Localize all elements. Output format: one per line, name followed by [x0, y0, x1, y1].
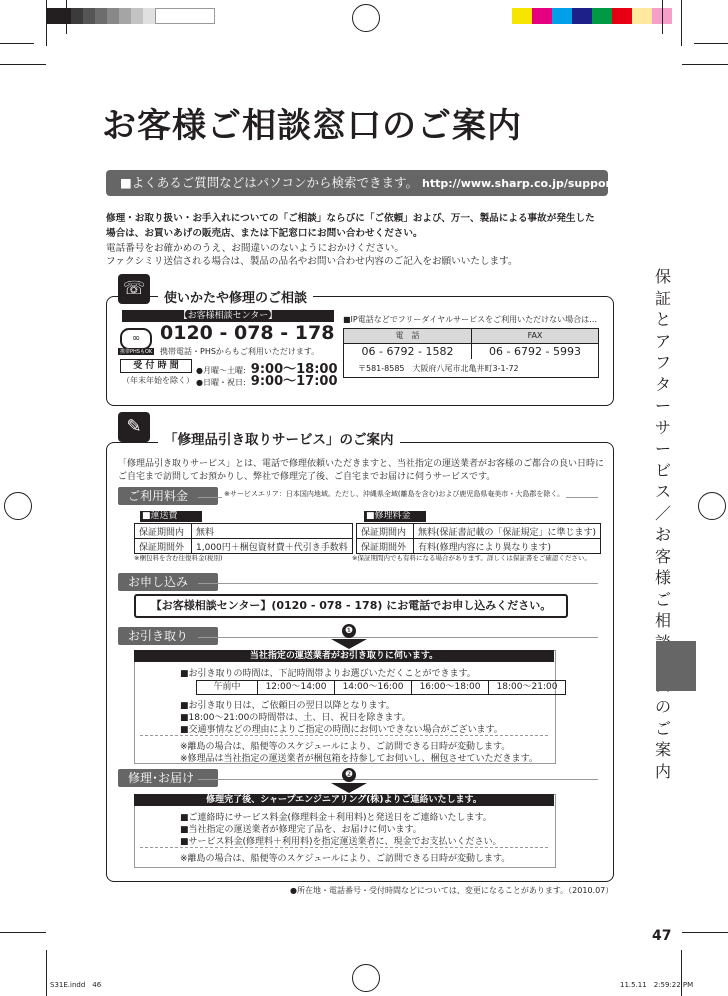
step-2-badge: ❷: [342, 768, 356, 782]
color-swatch: [532, 8, 552, 24]
slug-left: S31E.indd 46: [50, 981, 102, 989]
color-swatch: [552, 8, 572, 24]
fax-header: FAX: [471, 329, 598, 343]
shipping-note: ※梱包料を含む往復料金(税別): [134, 554, 223, 562]
registration-mark: [4, 492, 32, 520]
table-cell: 保証期間外: [357, 539, 414, 554]
color-swatch: [143, 8, 155, 24]
color-swatch: [632, 8, 652, 24]
side-title-char: ビ: [654, 460, 671, 480]
crop-mark: [662, 0, 663, 34]
crop-mark: [682, 932, 728, 933]
collect-remark: ※離島の場合は、船便等のスケジュールにより、ご訪問できる日時が変動します。: [180, 742, 511, 752]
divider: [198, 583, 598, 584]
repair-tool-icon: ✎: [118, 412, 150, 442]
consult-header: 使いかたや修理のご相談: [158, 287, 313, 306]
crop-mark: [66, 0, 67, 34]
intro-line: ファクシミリ送信される場合は、製品の品名やお問い合わせ内容のご記入をお願いいたします。: [106, 256, 518, 267]
collect-time-note: ■お引き取りの時間は、下記時間帯よりお選びいただくことができます。: [180, 669, 476, 679]
side-title-char: タ: [654, 374, 671, 394]
time-slot: 12:00～14:00: [257, 681, 334, 694]
divider: [140, 735, 548, 736]
collect-tab: お引き取り: [118, 627, 218, 645]
repair-fee-table: [356, 523, 601, 554]
collect-note: ■18:00～21:00の時間帯は、土、日、祝日を除きます。: [180, 713, 411, 723]
pickup-header: 「修理品引き取りサービス」のご案内: [158, 428, 400, 448]
apply-banner: 【お客様相談センター】(0120 - 078 - 178) にお電話でお申し込みください。: [134, 594, 568, 618]
time-slot-table: [196, 680, 566, 695]
free-dial-badge: 携帯PHSもOK: [120, 349, 153, 355]
side-title: [652, 266, 674, 782]
divider: [198, 779, 598, 780]
side-title-char: 案: [654, 740, 671, 759]
pickup-desc: ご自宅まで訪問してお預かりし、弊社で修理完了後、ご自宅までお届けに伺うサービスです。: [118, 472, 496, 482]
address: 〒581-8585 大阪府八尾市北亀井町3-1-72: [358, 364, 519, 373]
down-arrow-icon: [331, 783, 367, 793]
side-title-char: ー: [654, 439, 671, 458]
crop-mark: [682, 64, 728, 65]
color-swatch: [155, 8, 215, 24]
time-slot: 午前中: [213, 682, 241, 692]
search-banner-text: ■よくあるご質問などはパソコンから検索できます。: [120, 175, 419, 190]
hours-label: 受 付 時 間: [120, 359, 192, 373]
divider: [198, 637, 598, 638]
side-title-char: ご: [654, 718, 671, 738]
page-title: お客様ご相談窓口のご案内: [102, 106, 522, 146]
side-title-char: お: [654, 525, 671, 544]
time-slot: 16:00～18:00: [411, 681, 488, 694]
hours-note: （年末年始を除く）: [122, 376, 194, 385]
color-swatch: [119, 8, 131, 24]
side-title-char: ス: [654, 482, 671, 501]
repair-fee-note: ※保証期間内でも有料になる場合があります。詳しくは保証書をご確認ください。: [352, 554, 591, 562]
hours-weekday-label: ●月曜～土曜:: [196, 366, 246, 375]
crop-mark: [681, 0, 682, 46]
table-cell: 無料: [192, 524, 353, 539]
deliver-note: ■当社指定の運送業者が修理完了品を、お届けに伺います。: [180, 825, 422, 835]
side-title-char: 様: [654, 568, 671, 587]
table-cell: 有料(修理内容により異なります): [414, 539, 601, 554]
color-swatch: [107, 8, 119, 24]
table-row: [135, 524, 353, 539]
intro-line: 修理・お取り扱い・お手入れについての「ご相談」ならびに「ご依頼」および、万一、製品による事故が発生した: [106, 213, 595, 224]
color-swatch: [612, 8, 632, 24]
side-title-char: ア: [654, 331, 671, 351]
table-row: [357, 539, 601, 554]
deliver-note: ■サービス料金(修理料＋利用料)を指定運送業者に、現金でお支払いください。: [180, 837, 502, 847]
search-banner: [106, 170, 621, 196]
table-cell: 無料(保証書記載の「保証規定」に準じます): [414, 524, 601, 539]
color-swatch: [59, 8, 71, 24]
table-row: [135, 539, 353, 554]
repair-fee-label: ■修理料金: [364, 511, 426, 522]
crop-mark: [46, 0, 47, 46]
table-cell: 1,000円＋梱包資材費＋代引き手数料: [192, 539, 353, 554]
fax-number: 06 - 6792 - 5993: [471, 343, 598, 359]
step-1-badge: ❶: [342, 624, 356, 638]
slug-right: 11.5.11 2:59:22 PM: [620, 981, 694, 989]
tel-header: 電 話: [344, 329, 471, 343]
shipping-table: [134, 523, 353, 554]
hours-weekday-value: 9:00～18:00: [250, 362, 338, 377]
side-title-char: ご: [654, 589, 671, 609]
table-cell: 保証期間内: [357, 524, 414, 539]
crop-mark: [0, 64, 46, 65]
hours-holiday: [196, 370, 338, 389]
color-swatch: [592, 8, 612, 24]
ip-note: ■IP電話などでフリーダイヤルサービスをご利用いただけない場合は…: [343, 315, 598, 324]
collect-bar: 当社指定の運送業者がお引き取りに伺います。: [134, 650, 554, 662]
color-swatch: [512, 8, 532, 24]
divider: [140, 847, 548, 848]
side-title-char: 客: [654, 546, 671, 566]
crop-mark: [0, 932, 46, 933]
crop-mark: [46, 950, 47, 996]
color-swatch: [572, 8, 592, 24]
deliver-remark: ※離島の場合は、船便等のスケジュールにより、ご訪問できる日時が変動します。: [180, 854, 511, 864]
shipping-label: ■運送費: [140, 511, 202, 522]
hours-holiday-label: ●日曜・祝日:: [196, 378, 246, 387]
table-row: [357, 524, 601, 539]
registration-mark: [698, 492, 726, 520]
side-title-char: ー: [654, 396, 671, 415]
color-swatch: [95, 8, 107, 24]
side-title-char: フ: [654, 353, 671, 372]
intro-line: 電話番号をお確かめのうえ、お間違いのないようにおかけください。: [106, 243, 404, 254]
collect-note: ■お引き取り日は、ご依頼日の翌日以降となります。: [180, 701, 395, 711]
side-title-char: サ: [654, 417, 671, 437]
service-area-note: ※サービスエリア：日本国内地域。ただし、沖縄県全域(離島を含む)および鹿児島県奄美市・大島郡を除く。: [224, 490, 565, 498]
deliver-bar: 修理完了後、シャープエンジニアリング(株)よりご連絡いたします。: [134, 794, 554, 806]
color-swatch: [83, 8, 95, 24]
table-cell: 保証期間内: [135, 524, 192, 539]
registration-mark: [352, 964, 380, 992]
footer-note: ●所在地・電話番号・受付時間などについては、変更になることがあります。（2010.07）: [290, 886, 614, 895]
color-swatch: [131, 8, 143, 24]
pickup-desc: 「修理品引き取りサービス」とは、電話で修理依頼いただきますと、当社指定の運送業者がお客様のご都合の良い日時に: [118, 459, 605, 469]
color-swatch: [47, 8, 59, 24]
side-title-char: と: [654, 310, 671, 329]
crop-mark: [0, 43, 34, 44]
side-title-char: 証: [654, 288, 671, 308]
crop-mark: [694, 43, 728, 44]
deliver-note: ■ご連絡時にサービス料金(修理料金＋利用料)と発送日をご連絡いたします。: [180, 813, 492, 823]
side-title-char: 内: [654, 761, 671, 781]
collect-remark: ※修理品は当社指定の運送業者が梱包箱を持参してお伺いし、梱包させていただきます。: [180, 754, 538, 764]
contact-table: [343, 328, 599, 378]
free-phone-note: 携帯電話・PHSからもご利用いただけます。: [160, 347, 320, 356]
free-phone-number: 0120 - 078 - 178: [160, 322, 335, 344]
fee-tab: ご利用料金: [118, 487, 218, 505]
tel-number: 06 - 6792 - 1582: [344, 343, 471, 360]
color-swatch: [71, 8, 83, 24]
intro-line: 場合は、お買いあげの販売店、または下記窓口にお問い合わせください。: [106, 228, 423, 239]
side-title-char: ／: [654, 503, 671, 523]
table-cell: 保証期間外: [135, 539, 192, 554]
time-slot: 18:00～21:00: [488, 681, 565, 694]
page-number: 47: [652, 928, 672, 944]
down-arrow-icon: [331, 639, 367, 649]
deliver-tab: 修理･お届け: [118, 769, 218, 787]
side-tab-block: [656, 641, 696, 691]
side-title-char: 相: [654, 611, 671, 630]
side-title-char: 保: [654, 267, 671, 286]
side-title-char: の: [654, 697, 671, 716]
registration-mark: [352, 4, 380, 32]
apply-tab: お申し込み: [118, 573, 218, 591]
consult-icon: ☏: [118, 274, 150, 304]
free-dial-icon: ∞: [120, 328, 152, 350]
center-label: 【お客様相談センター】: [122, 310, 334, 322]
hours-holiday-value: 9:00～17:00: [250, 374, 338, 389]
collect-note: ■交通事情などの理由によりご指定の時間にお伺いできない場合がございます。: [180, 725, 503, 735]
time-slot: 14:00～16:00: [334, 681, 411, 694]
support-url-link[interactable]: http://www.sharp.co.jp/support/: [422, 177, 621, 190]
